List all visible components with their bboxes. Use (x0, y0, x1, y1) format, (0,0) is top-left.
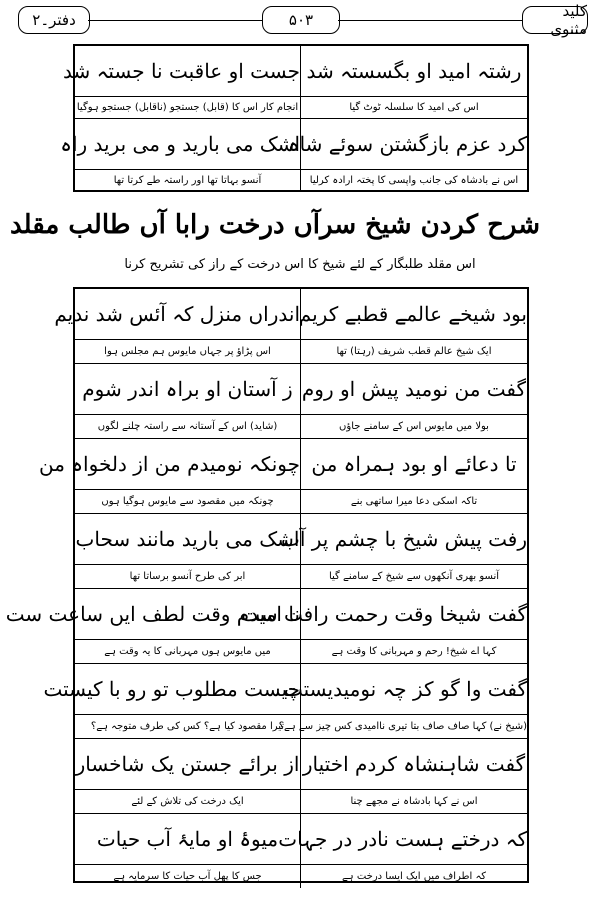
gloss-text: اس نے کہا بادشاہ نے مجھے چنا (301, 789, 527, 813)
right-hemistich (301, 739, 527, 813)
couplet-row (54, 289, 527, 363)
verse-text: چیست مطلوب تو رو با کیستت (43, 677, 300, 701)
right-hemistich (287, 119, 527, 191)
section-subheading: اس مقلد طلبگار کے لئے شیخ کا اس درخت کے راز کی تشریح کرنا (124, 257, 476, 272)
couplet-row (75, 513, 527, 588)
left-hemistich (60, 119, 301, 191)
verse-text: گفت وا گو کز چہ نومیدیستت (284, 677, 527, 701)
couplet-row (75, 738, 527, 813)
book-title: کلید مثنوی (522, 6, 588, 34)
gloss-text: بولا میں مایوس اس کے سامنے جاؤں (301, 414, 527, 438)
verse-text: چونکہ نومیدم من از دلخواہ من (39, 452, 300, 476)
couplet-row (75, 813, 527, 888)
gloss-text: انجام کار اس کا (قابل) جستجو (ناقابل) جستجو ہوگیا (75, 96, 300, 118)
verse-text: رفت پیش شیخ با چشم پر آب (281, 527, 527, 551)
gloss-text: ایک شیخ عالم قطب شریف (رہتا) تھا (301, 339, 527, 363)
gloss-text: ایک درخت کی تلاش کے لئے (75, 789, 300, 813)
right-hemistich (281, 514, 527, 588)
right-hemistich (301, 46, 527, 118)
right-hemistich (241, 589, 527, 663)
page-number: ۵۰۳ (262, 6, 340, 34)
header-rule-right (338, 20, 522, 21)
verse-text: رشتہ امید او بگسستہ شد (306, 59, 522, 83)
verse-text: کہ درختے ہست نادر در جہات (278, 827, 527, 851)
left-hemistich (63, 46, 301, 118)
right-hemistich (301, 364, 527, 438)
verse-text: بود شیخے عالمے قطبے کریم (298, 302, 527, 326)
gloss-text: آنسو بہاتا تھا اور راستہ طے کرتا تھا (75, 169, 300, 191)
volume-label: دفتر۔۲ (18, 6, 90, 34)
gloss-text: (شاید) اس کے آستانہ سے راستہ چلنے لگوں (75, 414, 300, 438)
verse-text: گفت من نومید پیش او روم (301, 377, 527, 401)
gloss-text: کہ اطراف میں ایک ایسا درخت ہے (301, 864, 527, 888)
gloss-text: (شیخ نے) کہا صاف صاف بتا تیری ناامیدی کس چیز سے ہے؟ (301, 714, 527, 738)
verse-text: کرد عزم بازگشتن سوئے شاہ (287, 132, 527, 156)
couplet-row (63, 46, 527, 118)
right-hemistich (278, 814, 527, 888)
verse-text: گفت شیخا وقت رحمت رافت ست (241, 602, 527, 626)
left-hemistich (54, 289, 301, 363)
gloss-text: ابر کی طرح آنسو برساتا تھا (75, 564, 300, 588)
couplet-row (75, 363, 527, 438)
couplet-row (39, 438, 527, 513)
gloss-text: جس کا پھل آب حیات کا سرمایہ ہے (75, 864, 300, 888)
verse-text: از برائے جستن یک شاخسار (75, 752, 300, 776)
verse-text: جست او عاقبت نا جستہ شد (63, 59, 300, 83)
gloss-text: تاکہ اسکی دعا میرا ساتھی بنے (301, 489, 527, 513)
gloss-text: اس نے بادشاہ کی جانب واپسی کا پختہ ارادہ کرلیا (301, 169, 527, 191)
gloss-text: اس کی امید کا سلسلہ ٹوٹ گیا (301, 96, 527, 118)
section-heading: شرح کردن شیخ سرآں درخت رابا آں طالب مقلد (10, 210, 540, 240)
verse-text: تا دعائے او بود ہمراہ من (311, 452, 517, 476)
verse-text: اندراں منزل کہ آئس شد ندیم (54, 302, 300, 326)
couplet-row (5, 588, 527, 663)
gloss-text: آنسو بھری آنکھوں سے شیخ کے سامنے گیا (301, 564, 527, 588)
verse-text: اشک می بارید مانند سحاب (75, 527, 300, 551)
gloss-text: چونکہ میں مقصود سے مایوس ہوگیا ہوں (75, 489, 300, 513)
couplet-row (43, 663, 527, 738)
gloss-text: اس پڑاؤ پر جہاں مایوس ہم مجلس ہوا (75, 339, 300, 363)
verse-table-top (60, 44, 529, 192)
verse-table-main (5, 287, 529, 883)
verse-text: اشک می بارید و می برید راہ (60, 132, 300, 156)
header-rule-left (88, 20, 262, 21)
gloss-text: کہا اے شیخ! رحم و مہربانی کا وقت ہے (301, 639, 527, 663)
verse-text: میوۂ او مایۂ آب حیات (96, 827, 279, 851)
left-hemistich (43, 664, 301, 738)
verse-text: گفت شاہنشاہ کردم اختیار (302, 752, 526, 776)
left-hemistich (75, 364, 301, 438)
left-hemistich (75, 814, 301, 888)
gloss-text: تیرا مقصود کیا ہے؟ کس کی طرف متوجہ ہے؟ (75, 714, 300, 738)
left-hemistich (75, 514, 301, 588)
right-hemistich (278, 664, 527, 738)
verse-text: ز آستان او براہ اندر شوم (82, 377, 293, 401)
couplet-row (60, 118, 527, 191)
right-hemistich (298, 289, 527, 363)
gloss-text: میں مایوس ہوں مہربانی کا یہ وقت ہے (75, 639, 300, 663)
left-hemistich (39, 439, 301, 513)
right-hemistich (301, 439, 527, 513)
verse-text: نا امیدم وقت لطف ایں ساعت ست (5, 602, 300, 626)
left-hemistich (75, 739, 301, 813)
